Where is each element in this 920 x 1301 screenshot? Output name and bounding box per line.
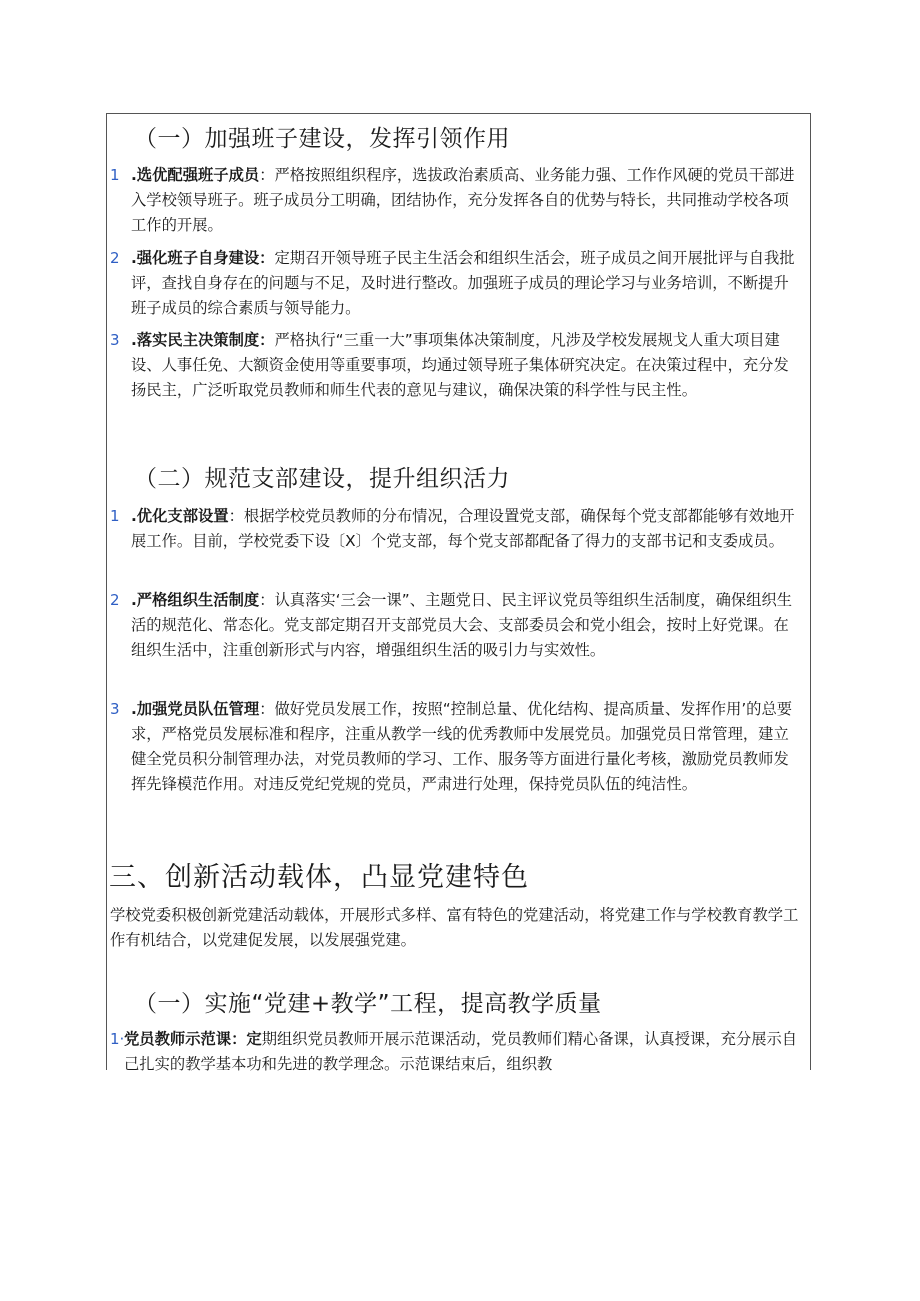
item-lead: .严格组织生活制度 <box>131 591 260 609</box>
item-lead: .加强党员队伍管理 <box>131 700 260 718</box>
list-item <box>131 697 803 797</box>
section-heading-2: （二）规范支部建设，提升组织活力 <box>134 466 510 492</box>
chapter-heading-3: 三、创新活动载体，凸显党建特色 <box>109 862 529 893</box>
item-number: 1· <box>110 1030 125 1048</box>
item-number: 2 <box>110 591 120 609</box>
item-lead: .强化班子自身建设： <box>131 249 275 267</box>
item-text: ：认真落实‘三会一课”、主题党日、民主评议党员等组织生活制度，确保组织生活的规范化、常态化。党支部定期召开支部党员大会、支部委员会和党小组会，按时上好党课。在组织生活中，注重创新形式与内容，增强组织生活的吸引力与实效性。 <box>131 591 793 659</box>
section-heading-4: （一）实施“党建+教学”工程，提高教学质量 <box>134 991 602 1017</box>
item-number: 3 <box>110 700 120 718</box>
item-number: 3 <box>110 331 120 349</box>
section-heading-1: （一）加强班子建设，发挥引领作用 <box>134 126 510 152</box>
item-text: 定期召开领导班子民主生活会和组织生活会，班子成员之间开展批评与自我批评，查找自身存在的问题与不足，及时进行整改。加强班子成员的理论学习与业务培训，不断提升班子成员的综合素质与领导能力。 <box>131 249 795 317</box>
intro-paragraph: 学校党委积极创新党建活动载体，开展形式多样、富有特色的党建活动，将党建工作与学校教育教学工作有机结合，以党建促发展，以发展强党建。 <box>110 906 799 949</box>
item-number: 1 <box>110 166 120 184</box>
list-item <box>131 588 803 663</box>
item-text: ：根据学校党员教师的分布情况，合理设置党支部，确保每个党支部都能够有效地开展工作。目前，学校党委下设〔X〕个党支部，每个党支部都配备了得力的支部书记和支委成员。 <box>131 507 795 550</box>
item-lead: .选优配强班子成员 <box>131 166 260 184</box>
item-text: 严格执行“三重一大”事项集体决策制度，凡涉及学校发展规戈人重大项目建设、人事任免、大额资金使用等重要事项，均通过领导班子集体研究决定。在决策过程中，充分发扬民主，广泛听取党员教师和师生代表的意见与建议，确保决策的科学性与民主性。 <box>131 331 789 399</box>
list-item <box>124 1027 806 1077</box>
list-item <box>131 163 803 238</box>
item-number: 1 <box>110 507 120 525</box>
item-lead: .落实民主决策制度： <box>131 331 275 349</box>
item-text: ：严格按照组织程序，选拔政治素质高、业务能力强、工作作风硬的党员干部进入学校领导班子。班子成员分工明确，团结协作，充分发挥各自的优势与特长，共同推动学校各项工作的开展。 <box>131 166 795 234</box>
item-text: ：做好党员发展工作，按照“控制总量、优化结构、提高质量、发挥作用’的总要求，严格党员发展标准和程序，注重从教学一线的优秀教师中发展党员。加强党员日常管理，建立健全党员积分制管理办法，对党员教师的学习、工作、服务等方面进行量化考核，激励党员教师发挥先锋模范作用。对违反党纪党规的党员，严肃进行处理，保持党员队伍的纯洁性。 <box>131 700 793 793</box>
item-lead: .优化支部设置 <box>131 507 229 525</box>
item-lead: 党员教师示范课：定 <box>124 1030 262 1048</box>
item-text: 期组织党员教师开展示范课活动，党员教师们精心备课，认真授课，充分展示自己扎实的教学基本功和先进的教学理念。示范课结束后，组织教 <box>124 1030 798 1073</box>
item-number: 2 <box>110 249 120 267</box>
list-item <box>131 328 803 403</box>
list-item <box>131 504 803 554</box>
list-item <box>131 246 803 321</box>
